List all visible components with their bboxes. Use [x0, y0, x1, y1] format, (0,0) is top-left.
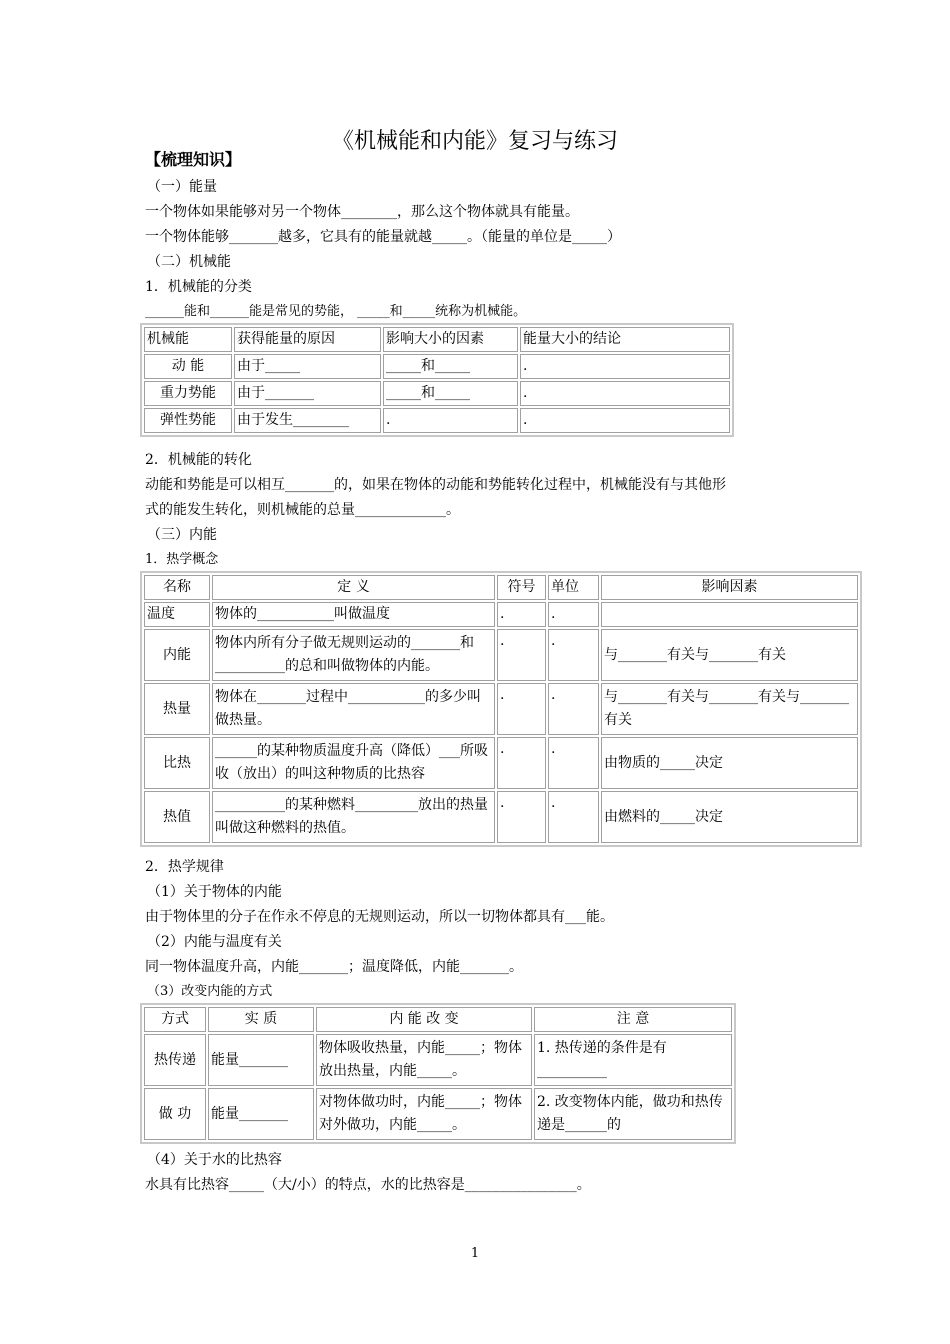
table-cell: . [548, 629, 599, 681]
paragraph: 一个物体如果能够对另一个物体________，那么这个物体就具有能量。 [145, 204, 579, 220]
table-cell: 1. 热传递的条件是有__________ [534, 1034, 732, 1086]
table-header: 方式 [144, 1007, 206, 1032]
paragraph: 水具有比热容_____（大/小）的特点，水的比热容是________________。 [145, 1177, 591, 1193]
table-cell: . [520, 381, 730, 406]
table-cell: 内能 [144, 629, 210, 681]
subheading: （2）内能与温度有关 [147, 934, 282, 950]
table-cell: . [383, 408, 518, 433]
table-header: 单位 [548, 575, 599, 600]
table-header: 影响大小的因素 [383, 327, 518, 352]
table-cell: . [497, 602, 546, 627]
subheading: 2．机械能的转化 [145, 452, 252, 468]
table-cell: 比热 [144, 737, 210, 789]
table-cell: . [548, 683, 599, 735]
subheading: （1）关于物体的内能 [147, 884, 282, 900]
table-cell: 物体内所有分子做无规则运动的_______和__________的总和叫做物体的内能。 [212, 629, 495, 681]
paragraph: 由于物体里的分子在作永不停息的无规则运动，所以一切物体都具有___能。 [145, 909, 614, 925]
table-cell: 弹性势能 [144, 408, 232, 433]
heading-internal-energy: （三）内能 [147, 527, 217, 543]
table-cell: 温度 [144, 602, 210, 627]
table-cell: 物体在_______过程中___________的多少叫做热量。 [212, 683, 495, 735]
table-header: 能量大小的结论 [520, 327, 730, 352]
table-cell: 与_______有关与_______有关 [601, 629, 858, 681]
table-cell: . [497, 629, 546, 681]
table-header: 注 意 [534, 1007, 732, 1032]
table-cell: . [497, 737, 546, 789]
table-cell: 由于发生________ [234, 408, 381, 433]
table-cell: 由于_______ [234, 381, 381, 406]
table-cell: 由物质的_____决定 [601, 737, 858, 789]
table-cell: 热值 [144, 791, 210, 843]
table-cell: _____和_____ [383, 381, 518, 406]
table-cell: . [548, 602, 599, 627]
table-cell: 2. 改变物体内能，做功和热传递是______的 [534, 1088, 732, 1140]
table-cell: ______的某种物质温度升高（降低）___所吸收（放出）的叫这种物质的比热容 [212, 737, 495, 789]
table-cell: 做 功 [144, 1088, 206, 1140]
table-cell: _____和_____ [383, 354, 518, 379]
page-title: 《机械能和内能》复习与练习 [331, 129, 618, 154]
table-cell: __________的某种燃料_________放出的热量叫做这种燃料的热值。 [212, 791, 495, 843]
subheading: （4）关于水的比热容 [147, 1152, 282, 1168]
table-cell: . [497, 683, 546, 735]
table-cell: . [497, 791, 546, 843]
table-header: 定 义 [212, 575, 495, 600]
table-cell: 能量_______ [208, 1034, 314, 1086]
table-header: 影响因素 [601, 575, 858, 600]
table-header: 实 质 [208, 1007, 314, 1032]
table-cell: 动 能 [144, 354, 232, 379]
heat-concepts-table [140, 571, 862, 847]
mechanical-energy-table [140, 323, 734, 437]
table-cell: . [520, 408, 730, 433]
subheading: 1．热学概念 [145, 552, 219, 567]
subheading: （3）改变内能的方式 [147, 984, 273, 999]
table-cell: 由于_____ [234, 354, 381, 379]
table-cell [601, 602, 858, 627]
change-internal-energy-table [140, 1003, 736, 1144]
paragraph: 动能和势能是可以相互_______的，如果在物体的动能和势能转化过程中，机械能没有与其他形 [145, 477, 726, 493]
table-cell: 能量_______ [208, 1088, 314, 1140]
page-number: 1 [470, 1246, 480, 1261]
table-header: 内 能 改 变 [316, 1007, 532, 1032]
table-cell: 与_______有关与_______有关与_______有关 [601, 683, 858, 735]
table-cell: 热量 [144, 683, 210, 735]
section-header: 【梳理知识】 [145, 150, 242, 169]
table-header: 获得能量的原因 [234, 327, 381, 352]
table-header: 机械能 [144, 327, 232, 352]
table-cell: 热传递 [144, 1034, 206, 1086]
paragraph: 式的能发生转化，则机械能的总量_____________。 [145, 502, 460, 518]
table-cell: 由燃料的_____决定 [601, 791, 858, 843]
paragraph: 同一物体温度升高，内能_______；温度降低，内能_______。 [145, 959, 523, 975]
table-cell: . [520, 354, 730, 379]
subheading: 2．热学规律 [145, 859, 224, 875]
table-cell: 对物体做功时，内能_____；物体对外做功，内能_____。 [316, 1088, 532, 1140]
table-header: 符号 [497, 575, 546, 600]
heading-mechanical-energy: （二）机械能 [147, 254, 231, 270]
heading-energy: （一）能量 [147, 179, 217, 195]
table-header: 名称 [144, 575, 210, 600]
paragraph: ______能和______能是常见的势能， _____和_____统称为机械能。 [145, 304, 527, 319]
table-cell: 重力势能 [144, 381, 232, 406]
subheading: 1．机械能的分类 [145, 279, 252, 295]
table-cell: 物体吸收热量，内能_____；物体放出热量，内能_____。 [316, 1034, 532, 1086]
table-cell: . [548, 791, 599, 843]
paragraph: 一个物体能够_______越多，它具有的能量就越_____。（能量的单位是_____） [145, 229, 621, 245]
table-cell: . [548, 737, 599, 789]
table-cell: 物体的___________叫做温度 [212, 602, 495, 627]
